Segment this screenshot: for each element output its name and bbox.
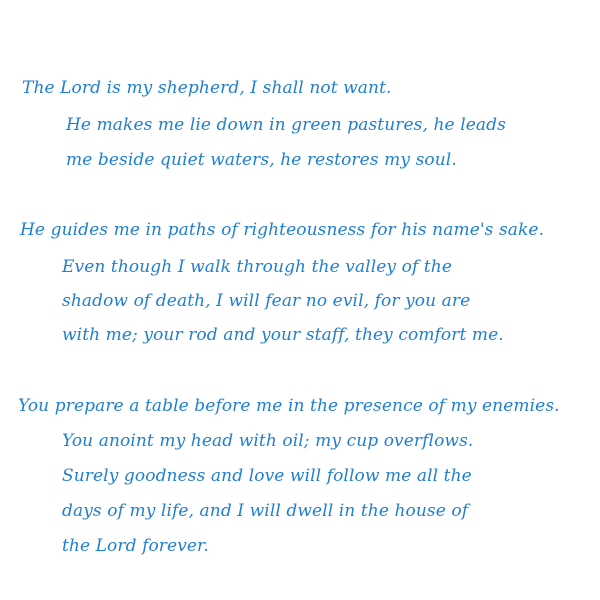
poem-line: days of my life, and I will dwell in the house of (62, 501, 469, 521)
poem-line: with me; your rod and your staff, they comfort me. (62, 325, 504, 345)
poem-line: me beside quiet waters, he restores my soul. (66, 150, 457, 170)
poem-line: You anoint my head with oil; my cup overflows. (62, 431, 474, 451)
poem-line: You prepare a table before me in the presence of my enemies. (18, 396, 560, 416)
poem-line: Even though I walk through the valley of the (62, 257, 452, 277)
poem-line: the Lord forever. (62, 536, 209, 556)
poem-line: He guides me in paths of righteousness for his name's sake. (20, 220, 545, 240)
poem-line: shadow of death, I will fear no evil, for you are (62, 291, 471, 311)
poem-line: The Lord is my shepherd, I shall not want. (22, 78, 392, 98)
poem-line: He makes me lie down in green pastures, he leads (66, 115, 506, 135)
poem-line: Surely goodness and love will follow me all the (62, 466, 472, 486)
